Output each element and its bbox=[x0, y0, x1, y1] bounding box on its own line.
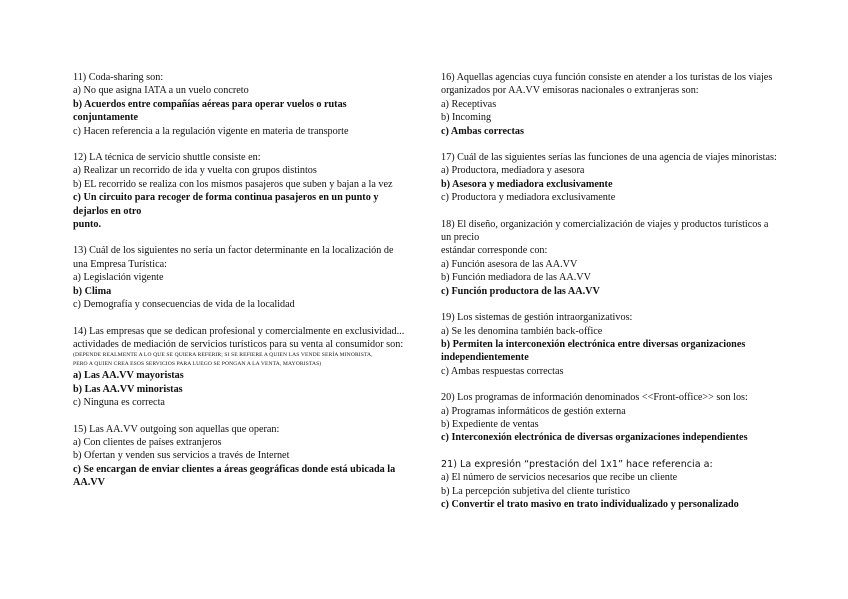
correct-answer-line: c) Se encargan de enviar clientes a áreas geográficas donde está ubicada la bbox=[73, 463, 396, 475]
question-text: 13) Cuál de los siguientes no sería un factor determinante en la localización de bbox=[73, 245, 394, 257]
answer-option: una Empresa Turística: bbox=[73, 258, 167, 270]
answer-option: c) Ninguna es correcta bbox=[73, 397, 165, 409]
correct-answer-line: c) Convertir el trato masivo en trato individualizado y personalizado bbox=[441, 498, 739, 510]
question-q14 bbox=[73, 325, 408, 410]
correct-answer-line: b) Permiten la interconexión electrónica entre diversas organizaciones bbox=[441, 338, 746, 350]
correct-answer-line: a) Las AA.VV mayoristas bbox=[73, 370, 184, 382]
answer-option: a) Programas informáticos de gestión externa bbox=[441, 405, 626, 417]
correct-answer-line: punto. bbox=[73, 219, 102, 231]
answer-option: c) Productora y mediadora exclusivamente bbox=[441, 192, 616, 204]
question-q21 bbox=[441, 458, 781, 512]
question-note: PERO A QUIEN CREA ESOS SERVICIOS PARA LUEGO SE PONGAN A LA VENTA, MAYORISTAS) bbox=[73, 361, 322, 368]
answer-option: b) Ofertan y venden sus servicios a través de Internet bbox=[73, 450, 290, 462]
answer-option: b) Expediente de ventas bbox=[441, 418, 539, 430]
question-note: (DEPENDE REALMENTE A LO QUE SE QUIERA REFERIR; SI SE REFIERE A QUIEN LAS VENDE SERÍA MINORISTA, bbox=[73, 352, 373, 359]
question-q16 bbox=[441, 71, 781, 138]
question-text: 17) Cuál de las siguientes serías las funciones de una agencia de viajes minoristas: bbox=[441, 152, 777, 164]
answer-option: estándar corresponde con: bbox=[441, 245, 548, 257]
correct-answer-line: b) Clima bbox=[73, 285, 112, 297]
correct-answer-line: b) Las AA.VV minoristas bbox=[73, 383, 183, 395]
question-text: 18) El diseño, organización y comercialización de viajes y productos turísticos a bbox=[441, 218, 769, 230]
correct-answer-line: conjuntamente bbox=[73, 112, 139, 124]
question-q15 bbox=[73, 423, 408, 490]
answer-option: a) Receptivas bbox=[441, 98, 497, 110]
correct-answer-line: AA.VV bbox=[73, 477, 105, 489]
answer-option: a) El número de servicios necesarios que recibe un cliente bbox=[441, 472, 678, 484]
question-q12 bbox=[73, 151, 408, 231]
correct-answer-line: independientemente bbox=[441, 352, 529, 364]
answer-option: c) Ambas respuestas correctas bbox=[441, 365, 564, 377]
question-q20 bbox=[441, 391, 781, 445]
answer-option: a) Productora, mediadora y asesora bbox=[441, 165, 585, 177]
answer-option: a) Realizar un recorrido de ida y vuelta con grupos distintos bbox=[73, 165, 317, 177]
correct-answer-line: c) Ambas correctas bbox=[441, 125, 524, 137]
question-text: 15) Las AA.VV outgoing son aquellas que operan: bbox=[73, 423, 280, 435]
answer-option: b) La percepción subjetiva del cliente turístico bbox=[441, 485, 630, 497]
question-text: 12) LA técnica de servicio shuttle consiste en: bbox=[73, 152, 261, 164]
correct-answer-line: c) Interconexión electrónica de diversas organizaciones independientes bbox=[441, 432, 748, 444]
answer-option: actividades de mediación de servicios turísticos para su venta al consumidor son: bbox=[73, 338, 404, 350]
correct-answer-line: b) Acuerdos entre compañías aéreas para operar vuelos o rutas bbox=[73, 98, 347, 110]
question-text: 19) Los sistemas de gestión intraorganizativos: bbox=[441, 312, 633, 324]
question-q13 bbox=[73, 244, 408, 311]
question-q19 bbox=[441, 311, 781, 378]
correct-answer-line: c) Función productora de las AA.VV bbox=[441, 285, 600, 297]
answer-option: a) Con clientes de países extranjeros bbox=[73, 436, 222, 448]
answer-option: b) EL recorrido se realiza con los mismos pasajeros que suben y bajan a la vez bbox=[73, 178, 393, 190]
answer-option: b) Función mediadora de las AA.VV bbox=[441, 272, 591, 284]
correct-answer-line: c) Un circuito para recoger de forma continua pasajeros en un punto y bbox=[73, 192, 379, 204]
answer-option: c) Hacen referencia a la regulación vigente en materia de transporte bbox=[73, 125, 349, 137]
question-text: 21) La expresión “prestación del 1x1” hace referencia a: bbox=[441, 458, 713, 470]
question-text: 20) Los programas de información denominados <<Front-office>> son los: bbox=[441, 392, 748, 404]
correct-answer-line: dejarlos en otro bbox=[73, 205, 142, 217]
right-column bbox=[441, 71, 781, 524]
correct-answer-line: b) Asesora y mediadora exclusivamente bbox=[441, 178, 613, 190]
question-text: 16) Aquellas agencias cuya función consiste en atender a los turistas de los viajes bbox=[441, 72, 773, 83]
answer-option: a) Legislación vigente bbox=[73, 272, 164, 284]
answer-option: un precio bbox=[441, 232, 480, 244]
question-q18 bbox=[441, 218, 781, 298]
left-column bbox=[73, 71, 408, 503]
question-text: 11) Coda-sharing son: bbox=[73, 72, 164, 83]
answer-option: a) Función asesora de las AA.VV bbox=[441, 258, 578, 270]
answer-option: a) Se les denomina también back-office bbox=[441, 325, 603, 337]
question-q17 bbox=[441, 151, 781, 205]
question-q11 bbox=[73, 71, 408, 138]
answer-option: b) Incoming bbox=[441, 112, 492, 124]
answer-option: c) Demografía y consecuencias de vida de la localidad bbox=[73, 299, 295, 311]
question-text: 14) Las empresas que se dedican profesional y comercialmente en exclusividad... bbox=[73, 325, 405, 337]
answer-option: a) No que asigna IATA a un vuelo concreto bbox=[73, 85, 249, 97]
answer-option: organizados por AA.VV emisoras nacionales o extranjeras son: bbox=[441, 85, 699, 97]
